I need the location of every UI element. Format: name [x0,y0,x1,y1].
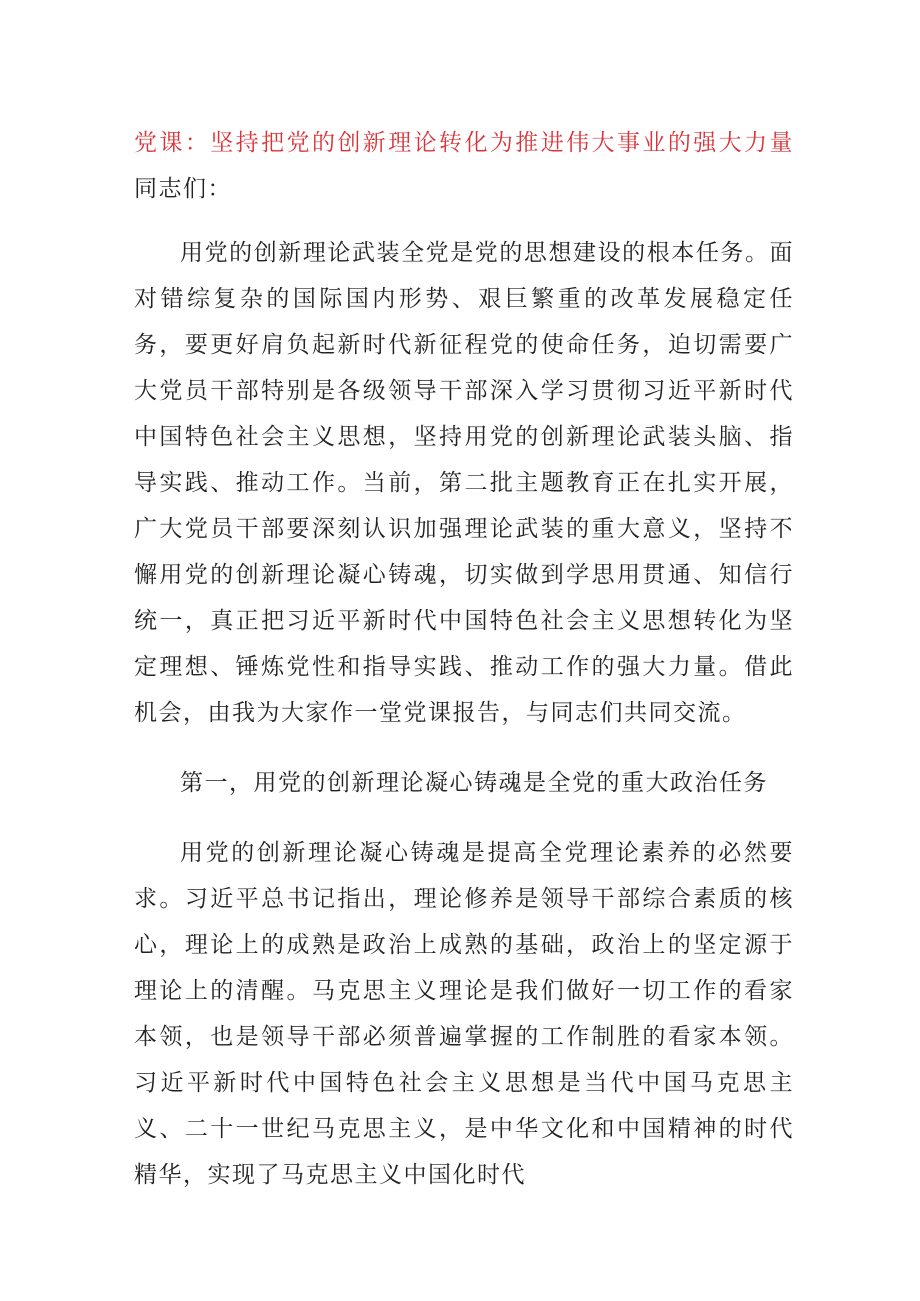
salutation: 同志们： [134,176,232,202]
document-body [134,120,794,1222]
paragraph-intro: 用党的创新理论武装全党是党的思想建设的根本任务。面对错综复杂的国际国内形势、艰巨繁重的改革发展稳定任务，要更好肩负起新时代新征程党的使命任务，迫切需要广大党员干部特别是各级领导干部深入学习贯彻习近平新时代中国特色社会主义思想，坚持用党的创新理论武装头脑、指导实践、推动工作。当前，第二批主题教育正在扎实开展，广大党员干部要深刻认识加强理论武装的重大意义，坚持不懈用党的创新理论凝心铸魂，切实做到学思用贯通、知信行统一，真正把习近平新时代中国特色社会主义思想转化为坚定理想、锤炼党性和指导实践、推动工作的强大力量。借此机会，由我为大家作一堂党课报告，与同志们共同交流。 [134,240,794,726]
document-title: 党课：坚持把党的创新理论转化为推进伟大事业的强大力量 [134,130,794,156]
title-line [134,120,794,212]
section-heading-first: 第一，用党的创新理论凝心铸魂是全党的重大政治任务 [180,770,768,796]
paragraph-section-one: 用党的创新理论凝心铸魂是提高全党理论素养的必然要求。习近平总书记指出，理论修养是领导干部综合素质的核心，理论上的成熟是政治上成熟的基础，政治上的坚定源于理论上的清醒。马克思主义理论是我们做好一切工作的看家本领，也是领导干部必须普遍掌握的工作制胜的看家本领。习近平新时代中国特色社会主义思想是当代中国马克思主义、二十一世纪马克思主义，是中华文化和中国精神的时代精华，实现了马克思主义中国化时代 [134,840,794,1188]
